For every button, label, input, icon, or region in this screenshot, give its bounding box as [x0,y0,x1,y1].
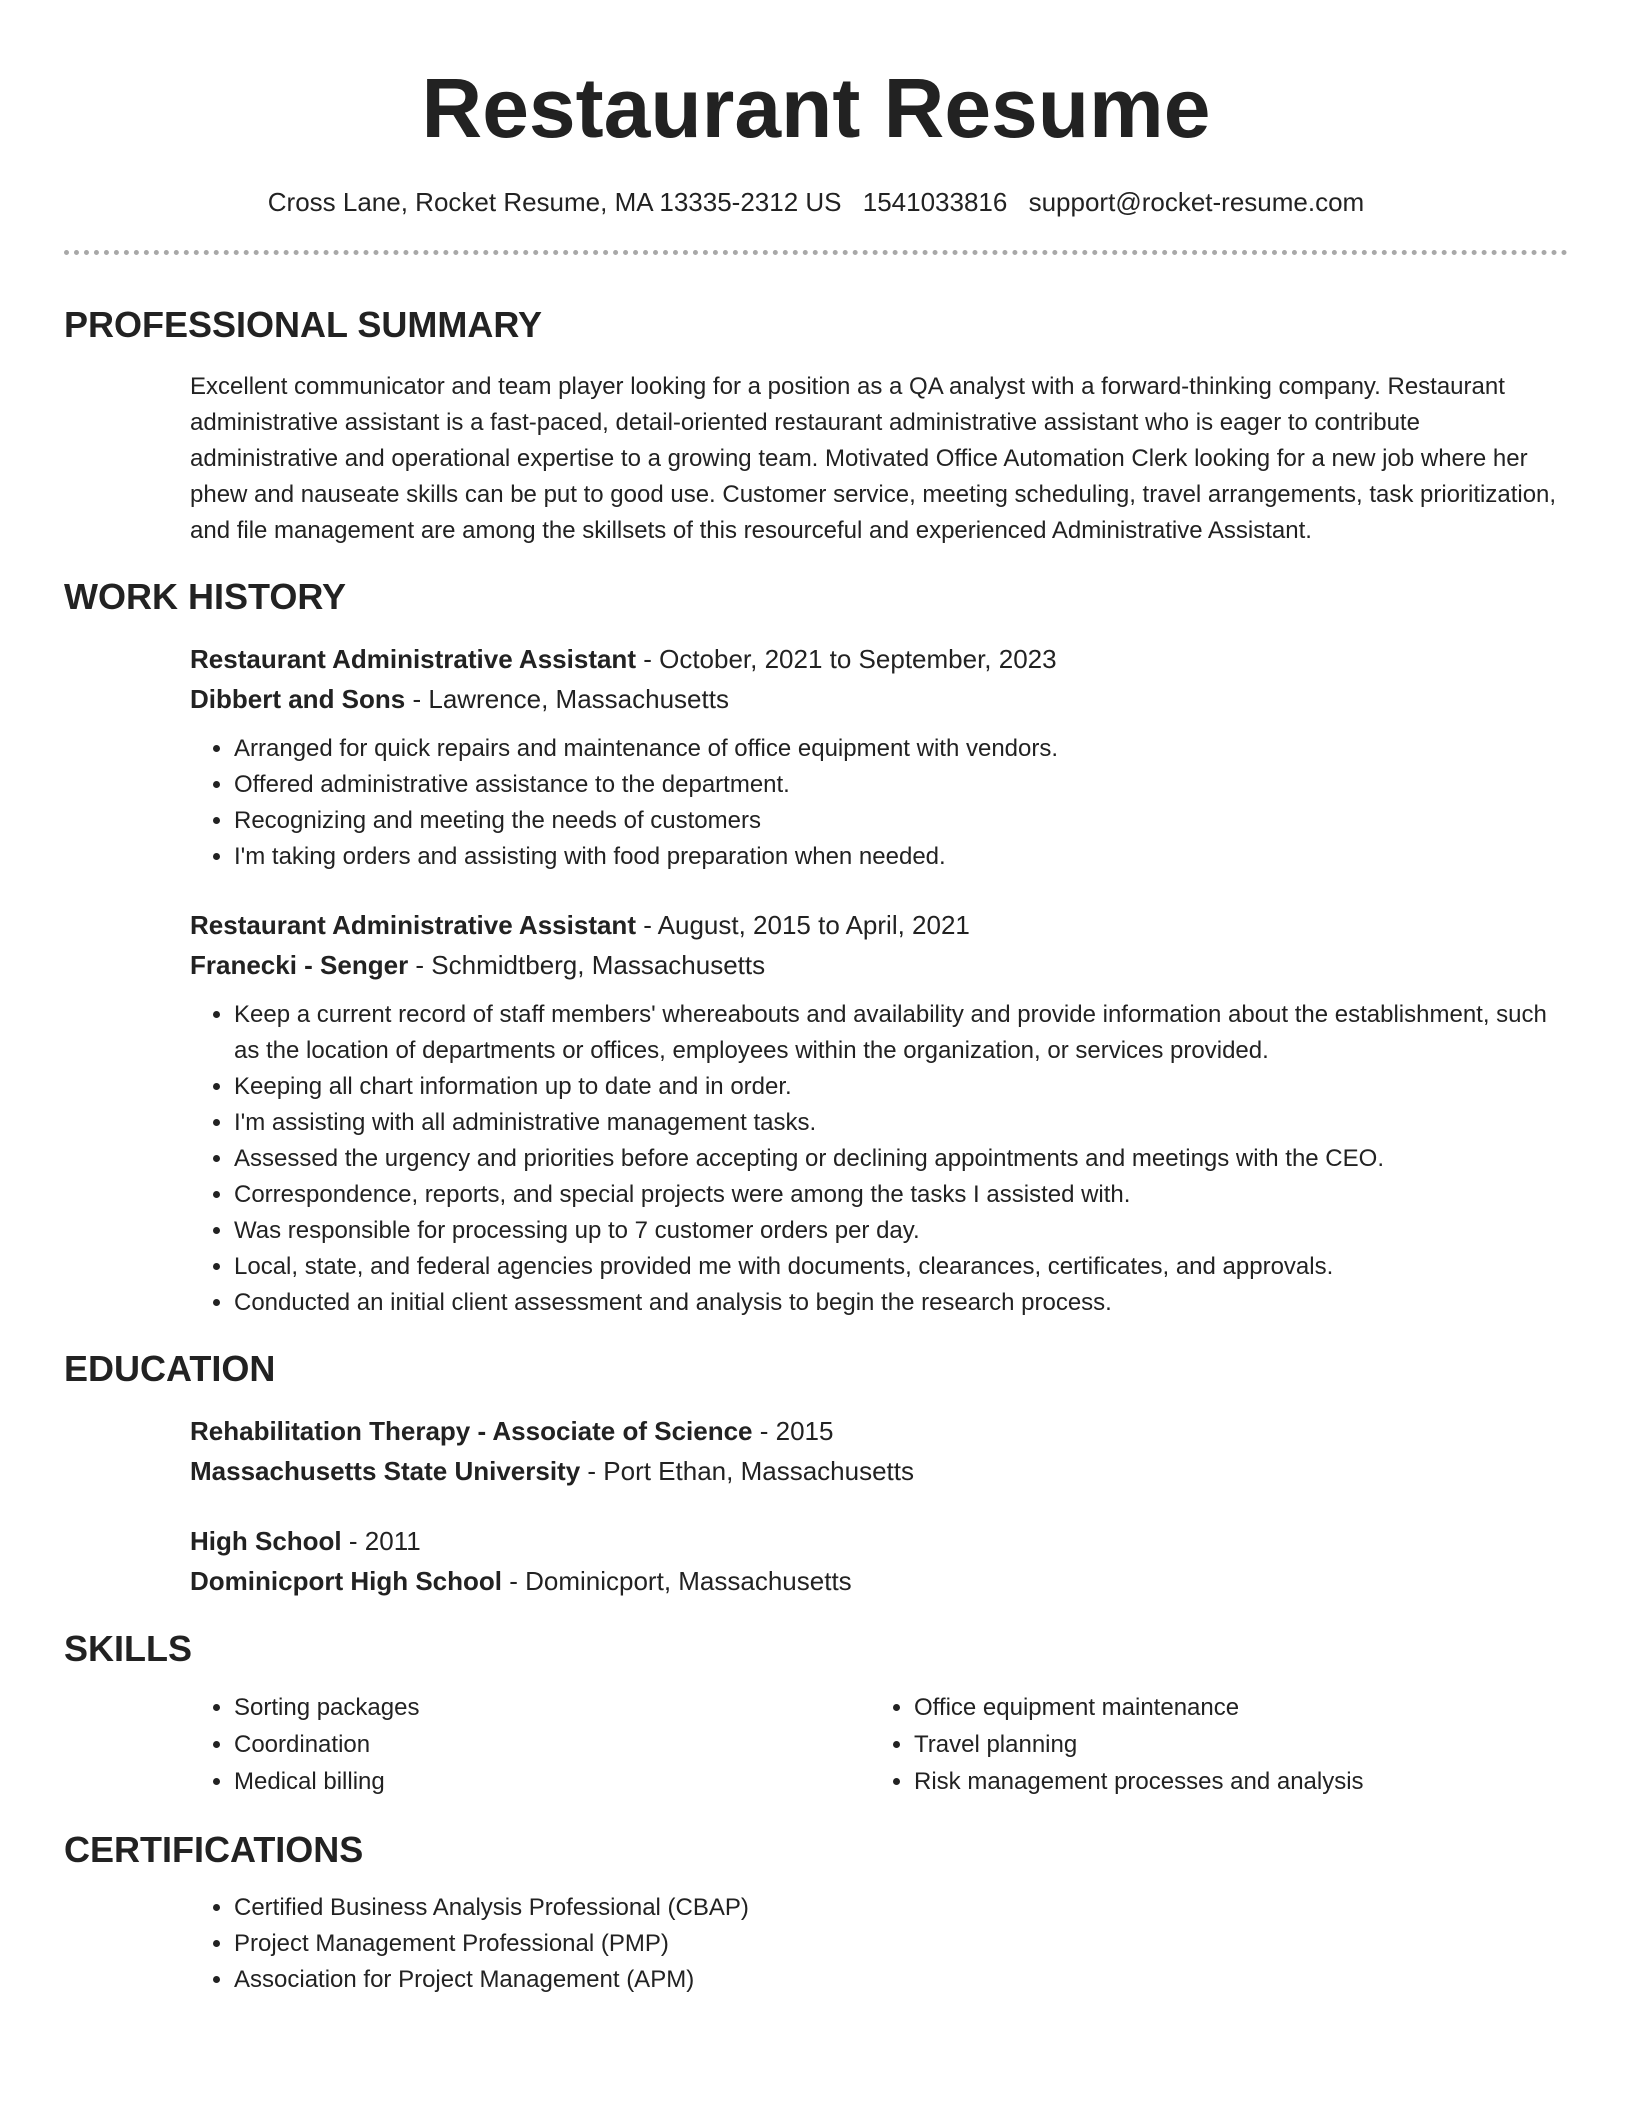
work-history-body [190,639,1568,1321]
list-item: • Conducted an initial client assessment and analysis to begin the research process. [234,1285,1568,1321]
education-school: Dominicport High School [190,1566,502,1596]
list-item: • I'm taking orders and assisting with food preparation when needed. [234,839,1568,875]
list-item: • I'm assisting with all administrative management tasks. [234,1105,1568,1141]
job-company-line [190,679,1568,719]
list-item: • Project Management Professional (PMP) [234,1926,1568,1962]
education-location: - Port Ethan, Massachusetts [580,1456,914,1486]
job-bullet-list [190,731,1568,875]
certifications-body [190,1890,1568,1998]
list-item: • Risk management processes and analysis [914,1763,1550,1800]
education-body [190,1411,1568,1601]
education-entry [190,1521,1568,1601]
education-year: - 2011 [341,1526,421,1556]
job-title-line [190,905,1568,945]
list-item: • Travel planning [914,1726,1550,1763]
summary-heading: PROFESSIONAL SUMMARY [64,304,543,345]
job-location: - Lawrence, Massachusetts [405,684,729,714]
list-item: • Keep a current record of staff members' whereabouts and availability and provide information about the establishment, such as the location of departments or offices, employees within the organization, or services provided. [234,997,1568,1069]
certifications-section [64,1828,1568,1998]
list-item: • Association for Project Management (APM) [234,1962,1568,1998]
summary-section [64,303,1568,549]
education-degree-line [190,1411,1568,1451]
job-location: - Schmidtberg, Massachusetts [408,950,766,980]
list-item: • Certified Business Analysis Professional (CBAP) [234,1890,1568,1926]
job-company-line [190,945,1568,985]
job-dates: - August, 2015 to April, 2021 [635,910,970,940]
list-item: • Correspondence, reports, and special projects were among the tasks I assisted with. [234,1177,1568,1213]
job-entry [190,905,1568,1321]
education-school-line [190,1451,1568,1491]
list-item: • Sorting packages [234,1689,870,1726]
list-item: • Medical billing [234,1763,870,1800]
summary-text: Excellent communicator and team player looking for a position as a QA analyst with a forward-thinking company. Restaurant administrative assistant is a fast-paced, detail-oriented restaurant administrative assistant who is eager to contribute administrative and operational expertise to a growing team. Motivated Office Automation Clerk looking for a new job where her phew and nauseate skills can be put to good use. Customer service, meeting scheduling, travel arrangements, task prioritization, and file management are among the skillsets of this resourceful and experienced Administrative Assistant. [190,373,1557,544]
education-school-line [190,1561,1568,1601]
certifications-list [190,1890,1568,1998]
list-item: • Arranged for quick repairs and maintenance of office equipment with vendors. [234,731,1568,767]
education-school: Massachusetts State University [190,1456,581,1486]
education-entry [190,1411,1568,1491]
skills-section [64,1627,1568,1800]
skills-list-right [870,1689,1550,1800]
list-item: • Local, state, and federal agencies provided me with documents, clearances, certificates, and approvals. [234,1249,1568,1285]
job-entry [190,639,1568,875]
education-degree-line [190,1521,1568,1561]
list-item: • Assessed the urgency and priorities before accepting or declining appointments and meetings with the CEO. [234,1141,1568,1177]
job-position: Restaurant Administrative Assistant [190,910,636,940]
list-item: • Keeping all chart information up to date and in order. [234,1069,1568,1105]
skills-grid [190,1689,1568,1800]
skills-heading: SKILLS [64,1628,193,1669]
contact-line [64,186,1568,218]
job-position: Restaurant Administrative Assistant [190,644,636,674]
education-heading: EDUCATION [64,1348,276,1389]
education-section [64,1347,1568,1601]
education-degree: High School [190,1526,342,1556]
job-bullet-list [190,997,1568,1321]
job-title-line [190,639,1568,679]
header-divider [64,250,1568,255]
list-item: • Office equipment maintenance [914,1689,1550,1726]
work-history-section [64,575,1568,1321]
job-company: Dibbert and Sons [190,684,406,714]
work-history-heading: WORK HISTORY [64,576,347,617]
list-item: • Offered administrative assistance to the department. [234,767,1568,803]
list-item: • Recognizing and meeting the needs of customers [234,803,1568,839]
contact-address: Cross Lane, Rocket Resume, MA 13335-2312 US [267,187,842,217]
list-item: • Coordination [234,1726,870,1763]
resume-title: Restaurant Resume [421,61,1211,155]
list-item: • Was responsible for processing up to 7 customer orders per day. [234,1213,1568,1249]
education-year: - 2015 [752,1416,834,1446]
education-degree: Rehabilitation Therapy - Associate of Science [190,1416,753,1446]
job-dates: - October, 2021 to September, 2023 [635,644,1057,674]
skills-list-left [190,1689,870,1800]
education-location: - Dominicport, Massachusetts [502,1566,852,1596]
contact-email: support@rocket-resume.com [1028,187,1365,217]
certifications-heading: CERTIFICATIONS [64,1829,364,1870]
job-company: Franecki - Senger [190,950,409,980]
contact-phone: 1541033816 [862,187,1008,217]
